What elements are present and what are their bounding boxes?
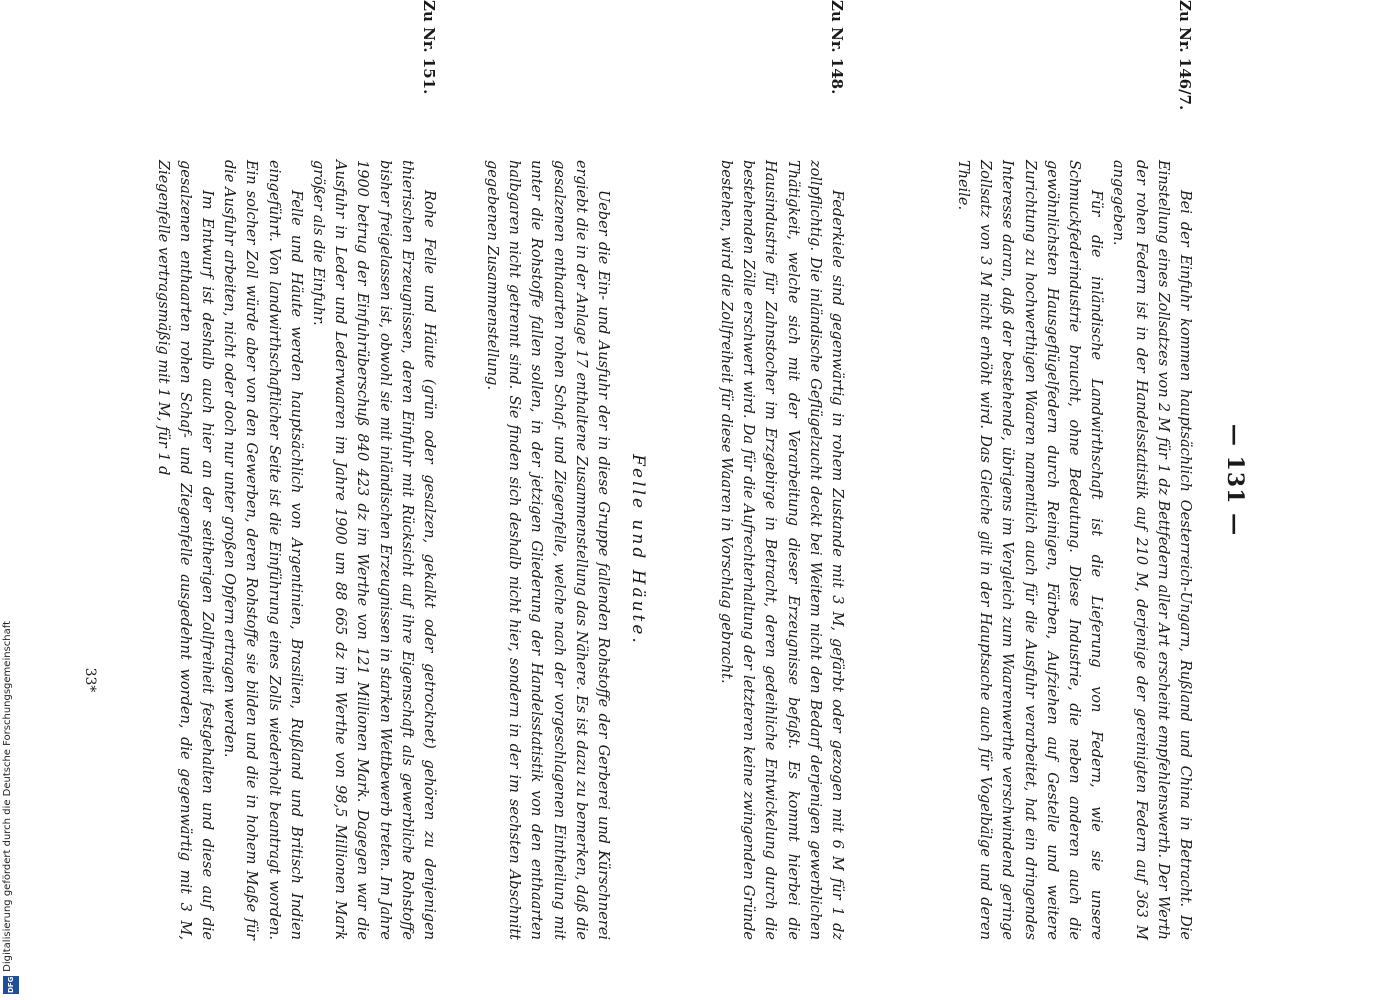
paragraph: Ueber die Ein- und Ausfuhr der in diese Gruppe fallenden Rohstoffe der Gerberei und Kürschnerei ergiebt die in der Anlage 17 enthaltene Zusammenstellung das Nähere. Es ist dazu zu bemerken, daß die gesalzenen enthaarten rohen Schaf- und Ziegenfelle, welche nach der vorgeschlagenen Eintheilung mit unter die Rohstoffe fallen sollen, in der jetzigen Gliederung der Handelsstatistik von den enthaarten halbgaren nicht getrennt sind. Sie finden sich deshalb nicht hier, sondern in der im sechsten Abschnitt gegebenen Zusammenstellung. — [483, 160, 611, 940]
paragraph: Im Entwurf ist deshalb auch hier an der seitherigen Zollfreiheit festgehalten und diese auf die gesalzenen enthaarten rohen Schaf- und Ziegenfelle ausgedehnt worden, die gegenwärtig mit 3 M, Ziegenfelle vertragsmäßig mit 1 M, für 1 d — [154, 160, 215, 940]
page-header — [1208, 0, 1248, 960]
signature-mark: 33* — [82, 667, 98, 693]
paragraph: Rohe Felle und Häute (grün oder gesalzen, gekalkt oder getrocknet) gehören zu denjenigen thierischen Erzeugnissen, deren Einfuhr mit Rücksicht auf ihre Eigenschaft als gewerbliche Rohstoffe bisher freigelassen ist, obwohl sie mit inländischen Erzeugnissen in starken Wettbewerb treten. Im Jahre 1900 betrug der Einfuhrüberschuß 840 423 dz im Werthe von 121 Millionen Mark. Dagegen war die Ausfuhr in Leder und Lederwaaren im Jahre 1900 um 88 665 dz im Werthe von 98,5 Millionen Mark größer als die Einfuhr. — [309, 160, 437, 940]
digitization-credit — [0, 606, 24, 1000]
section-body — [151, 160, 440, 940]
paragraph: Bei der Einfuhr kommen hauptsächlich Oesterreich-Ungarn, Rußland und China in Betracht. Die Einstellung eines Zollsatzes von 2 M für 1 dz Bettfedern aller Art erscheint empfehlenswerth. Der Werth der rohen Federn ist in der Handelsstatistik auf 210 M, derjenige der gereinigten Federn auf 363 M angegeben. — [1110, 160, 1193, 940]
paragraph: Felle und Häute werden hauptsächlich von Argentinien, Brasilien, Rußland und Britisch Indien eingeführt. Von landwirthschaftlicher Seite ist die Einführung eines Zolls wiederholt beantragt worden. Ein solcher Zoll würde aber von den Gewerben, deren Rohstoffe sie bilden und die in hohem Maße für die Ausfuhr arbeiten, nicht oder doch nur unter großen Opfern ertragen werden. — [221, 160, 304, 940]
credit-text: Digitalisierung gefördert durch die Deutsche Forschungsgemeinschaft — [2, 621, 13, 972]
paragraph: Federkiele sind gegenwärtig in rohem Zustande mit 3 M, gefärbt oder gezogen mit 6 M für 1 dz zollpflichtig. Die inländische Geflügelzucht deckt bei Weitem nicht den Bedarf derjenigen gewerblichen Thätigkeit, welche sich mit der Verarbeitung dieser Erzeugnisse befaßt. Es kommt hierbei die Hausindustrie für Zahnstocher im Erzgebirge in Betracht, deren gedeihliche Entwickelung durch die bestehenden Zölle erschwert wird. Da für die Aufrechterhaltung der letzteren keine zwingenden Gründe bestehen, wird die Zollfreiheit für diese Waaren in Vorschlag gebracht. — [717, 160, 845, 940]
margin-note: Zu Nr. 146/7. — [1176, 0, 1194, 111]
section-body — [952, 160, 1196, 940]
section-body — [715, 160, 848, 940]
paragraph: Für die inländische Landwirthschaft ist die Lieferung von Federn, wie sie unsere Schmuckfederindustrie braucht, ohne Bedeutung. Diese Industrie, die neben anderen auch die gewöhnlichsten Hausgeflügelfedern durch Reinigen, Färben, Aufziehen auf Gestelle und weitere Zurichtung zu hochwerthigen Waaren namentlich auch für die Ausfuhr verarbeitet, hat ein dringendes Interesse daran, daß der bestehende, übrigens im Vergleich zum Waarenwerthe verschwindend geringe Zollsatz von 3 M nicht erhöht wird. Das Gleiche gilt in der Hauptsache auch für Vogelbälge und deren Theile. — [954, 160, 1105, 940]
margin-note: Zu Nr. 151. — [420, 0, 438, 95]
section-heading: Felle und Häute. — [628, 454, 648, 646]
margin-note: Zu Nr. 148. — [828, 0, 846, 95]
section-body — [481, 160, 648, 940]
page-number: — 131 — — [1222, 423, 1248, 537]
dfg-logo-icon: DFG — [3, 976, 19, 994]
